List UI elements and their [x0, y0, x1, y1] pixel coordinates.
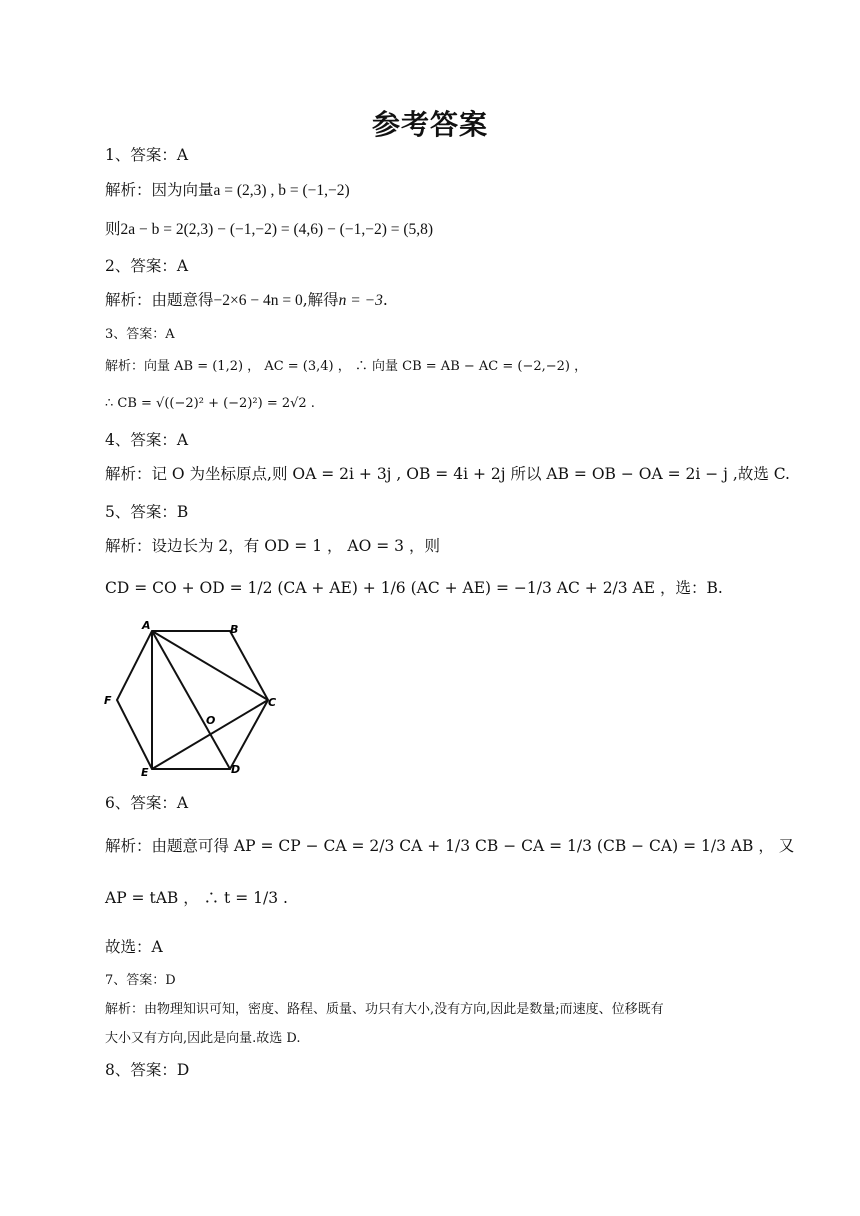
q1-vectors: a = (2,3) , b = (−1,−2) [213, 182, 350, 199]
hexagon-figure [100, 618, 285, 780]
figure-label-d: D [231, 763, 241, 776]
q2-solution-label: 解析：由题意得 [105, 291, 214, 309]
hexagon-outline [117, 631, 268, 769]
q1-answer: 1、答案：A [105, 146, 189, 164]
q7-solution-line2: 大小又有方向,因此是向量.故选 D. [105, 1031, 301, 1046]
q8-answer: 8、答案：D [105, 1061, 190, 1079]
q7-solution-line1: 解析：由物理知识可知，密度、路程、质量、功只有大小,没有方向,因此是数量;而速度、位移既有 [105, 1002, 664, 1017]
q4-solution: 解析：记 O 为坐标原点,则 OA = 2i + 3j , OB = 4i + 2j 所以 AB = OB − OA = 2i − j ,故选 C. [105, 465, 790, 483]
q2-equation: −2×6 − 4n = 0 [213, 292, 303, 309]
segment-EC [152, 700, 268, 769]
q5-answer: 5、答案：B [105, 503, 189, 521]
q6-answer: 6、答案：A [105, 794, 189, 812]
page-title: 参考答案 [371, 108, 488, 141]
q1-then: 则 [105, 220, 121, 238]
q7-answer: 7、答案：D [105, 973, 176, 988]
q2-solve-text: ,解得 [302, 291, 339, 309]
figure-label-o: O [206, 714, 216, 727]
q2-result: n = −3 [338, 292, 383, 309]
figure-label-a: A [142, 619, 151, 632]
q1-solution-line2 [105, 219, 433, 240]
q6-solution-line2: AP = tAB ， ∴ t = 1/3 . [105, 889, 288, 907]
segment-AC [152, 631, 268, 700]
q4-answer: 4、答案：A [105, 431, 189, 449]
figure-label-f: F [104, 694, 112, 707]
q2-solution [105, 290, 388, 311]
segment-AD [152, 631, 230, 769]
q1-calculation: 2a − b = 2(2,3) − (−1,−2) = (4,6) − (−1,−2) = (5,8) [120, 221, 434, 238]
q2-period: . [382, 291, 388, 309]
q5-solution-line2: CD = CO + OD = 1/2 (CA + AE) + 1/6 (AC + AE) = −1/3 AC + 2/3 AE ，选：B. [105, 579, 723, 597]
figure-label-b: B [230, 623, 239, 636]
q3-answer: 3、答案：A [105, 327, 175, 342]
q3-solution-line1: 解析：向量 AB = (1,2) ， AC = (3,4) ， ∴ 向量 CB = AB − AC = (−2,−2) ， [105, 359, 588, 374]
q6-solution-line1: 解析：由题意可得 AP = CP − CA = 2/3 CA + 1/3 CB − CA = 1/3 (CB − CA) = 1/3 AB ， 又 [105, 837, 795, 855]
q1-solution-line1 [105, 180, 350, 201]
q5-solution-line1: 解析：设边长为 2，有 OD = 1 ， AO = 3 ，则 [105, 537, 440, 555]
figure-label-c: C [268, 696, 277, 709]
q3-solution-line2: ∴ CB = √((−2)² + (−2)²) = 2√2 . [105, 396, 315, 411]
q6-conclusion: 故选：A [105, 938, 163, 956]
figure-label-e: E [141, 766, 149, 779]
q2-answer: 2、答案：A [105, 257, 189, 275]
q1-solution-label: 解析：因为向量 [105, 181, 214, 199]
